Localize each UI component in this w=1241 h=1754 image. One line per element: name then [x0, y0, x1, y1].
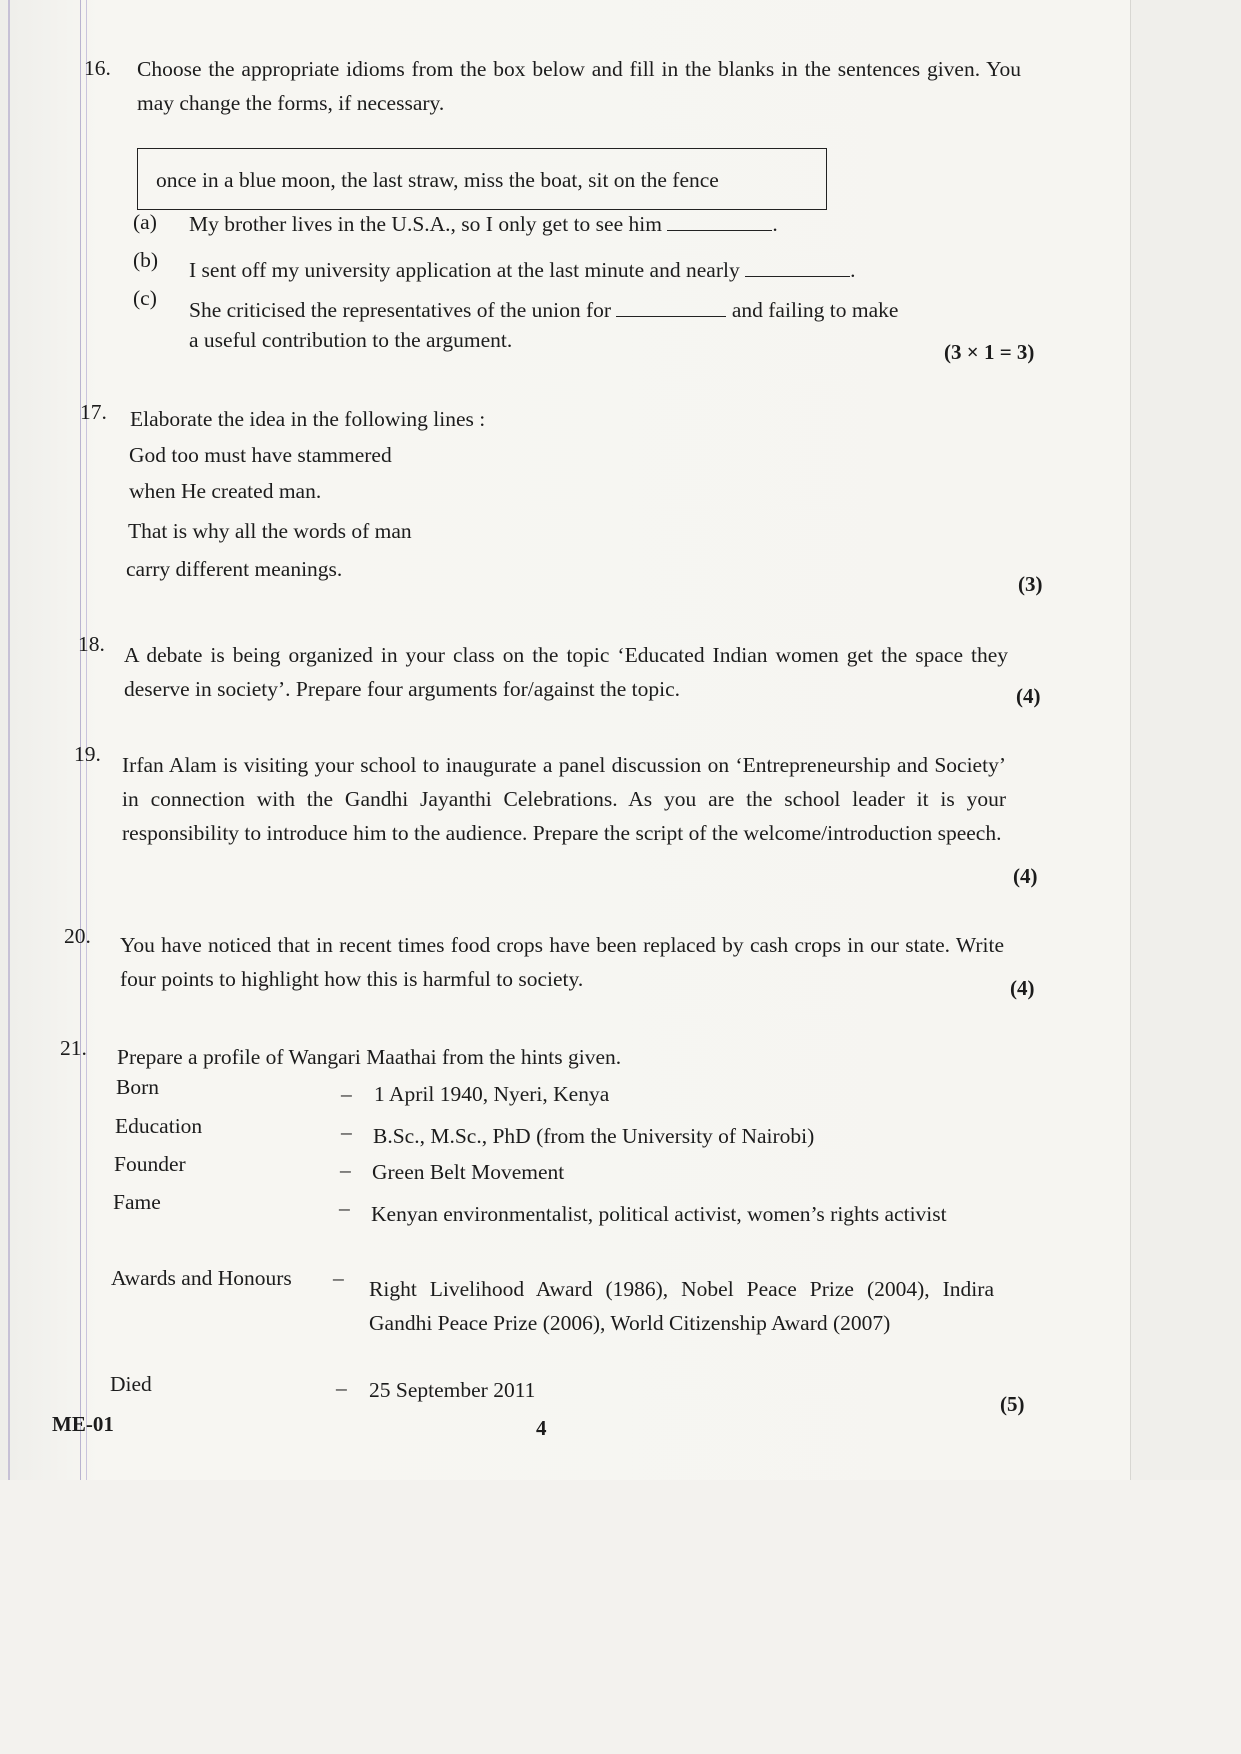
item-label: (a)	[133, 210, 157, 234]
item-text: .	[850, 258, 856, 282]
profile-dash: –	[341, 1082, 352, 1106]
profile-key: Founder	[114, 1152, 186, 1176]
profile-dash: –	[336, 1376, 347, 1400]
profile-value: Right Livelihood Award (1986), Nobel Peace Prize (2004), Indira Gandhi Peace Prize (2006), World Citizenship Award (2007)	[369, 1277, 994, 1335]
paper-code: ME-01	[52, 1412, 114, 1436]
item-c	[189, 296, 898, 323]
answer-blank	[616, 296, 726, 317]
question-number: 19.	[74, 742, 101, 766]
marks: (5)	[1000, 1392, 1025, 1416]
profile-key: Education	[115, 1114, 203, 1138]
poem-line: God too must have stammered	[129, 443, 392, 467]
profile-dash: –	[333, 1266, 344, 1290]
item-text: I sent off my university application at the last minute and nearly	[189, 258, 740, 282]
profile-value: 25 September 2011	[369, 1378, 536, 1402]
item-text: She criticised the representatives of the union for	[189, 298, 612, 322]
question-number: 17.	[80, 400, 107, 424]
profile-dash: –	[340, 1158, 351, 1182]
item-text: My brother lives in the U.S.A., so I only get to see him	[189, 212, 662, 236]
question-19-text: Irfan Alam is visiting your school to inaugurate a panel discussion on ‘Entrepreneurship and Society’ in connection with the Gandhi Jayanthi Celebrations. As you are the school leader it is your responsibility to introduce him to the audience. Prepare the script of the welcome/introduction speech.	[122, 753, 1006, 845]
marks: (4)	[1013, 864, 1038, 888]
profile-value: Kenyan environmentalist, political activist, women’s rights activist	[371, 1202, 947, 1226]
scan-edge	[1130, 0, 1241, 1480]
answer-blank	[667, 210, 772, 231]
profile-key: Awards and Honours	[111, 1266, 292, 1290]
question-20-text: You have noticed that in recent times food crops have been replaced by cash crops in our state. Write four points to highlight how this is harmful to society.	[120, 933, 1004, 991]
question-17-text: Elaborate the idea in the following lines :	[130, 407, 486, 431]
question-number: 18.	[78, 632, 105, 656]
marks: (4)	[1016, 684, 1041, 708]
profile-key: Died	[110, 1372, 152, 1396]
item-text: .	[772, 212, 778, 236]
profile-value: Green Belt Movement	[372, 1160, 565, 1184]
question-number: 21.	[60, 1036, 87, 1060]
poem-line: when He created man.	[129, 479, 322, 503]
item-a	[189, 210, 778, 237]
question-16-text: Choose the appropriate idioms from the box below and fill in the blanks in the sentences given. You may change the forms, if necessary.	[137, 57, 1021, 115]
profile-dash: –	[339, 1196, 350, 1220]
scan-background	[0, 1480, 1241, 1754]
item-b	[189, 256, 855, 283]
idiom-box: once in a blue moon, the last straw, miss the boat, sit on the fence	[137, 148, 827, 210]
question-18-text: A debate is being organized in your class on the topic ‘Educated Indian women get the space they deserve in society’. Prepare four arguments for/against the topic.	[124, 643, 1008, 701]
profile-value: 1 April 1940, Nyeri, Kenya	[374, 1082, 610, 1106]
marks: (3 × 1 = 3)	[944, 340, 1035, 364]
profile-key: Born	[116, 1075, 159, 1099]
poem-line: That is why all the words of man	[128, 519, 412, 543]
item-c-line2: a useful contribution to the argument.	[189, 328, 513, 352]
poem-line: carry different meanings.	[126, 557, 343, 581]
page-number: 4	[536, 1416, 547, 1440]
question-number: 16.	[84, 56, 111, 80]
profile-dash: –	[341, 1120, 352, 1144]
item-label: (c)	[133, 286, 157, 310]
marks: (3)	[1018, 572, 1043, 596]
item-label: (b)	[133, 248, 159, 272]
profile-value: B.Sc., M.Sc., PhD (from the University of Nairobi)	[373, 1124, 815, 1148]
profile-key: Fame	[113, 1190, 161, 1214]
question-21-text: Prepare a profile of Wangari Maathai from the hints given.	[117, 1045, 622, 1069]
answer-blank	[745, 256, 850, 277]
item-text: and failing to make	[731, 298, 899, 322]
question-number: 20.	[64, 924, 91, 948]
marks: (4)	[1010, 976, 1035, 1000]
